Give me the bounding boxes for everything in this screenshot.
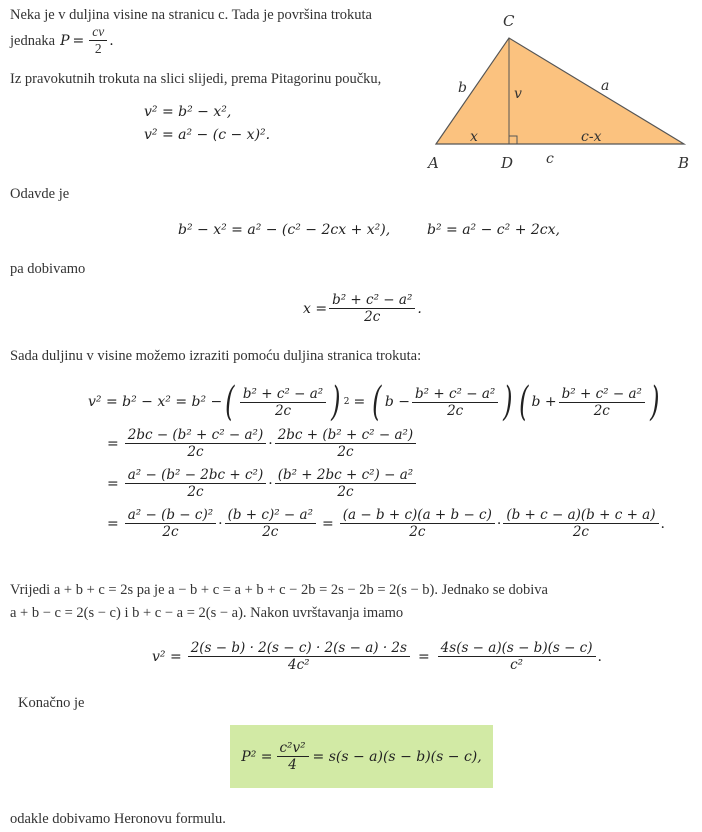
label-v: v <box>514 86 522 102</box>
label-cx: c-x <box>581 129 602 145</box>
label-B: B <box>678 154 690 172</box>
deriv-l2-den2: 2c <box>337 444 354 460</box>
label-C: C <box>503 12 515 30</box>
x-eq-fraction <box>329 292 415 325</box>
derivation-line-4: = $\frac{\text{a² − (b − c)²}}{2c}$ · $\frac{\text{(b + c)² − a²}}{2c}$ = $\frac{(a - b + c)(a + b - c)}{2c}$ · $\frac{(b + c - a)(b + c + a)}{2c}$ . <box>107 507 665 540</box>
deriv-l4-den4: 2c <box>572 524 589 540</box>
deriv-l1-frac1 <box>240 386 326 419</box>
eq3-left: b² − x² = a² − (c² − 2cx + x²), <box>178 222 391 238</box>
derivation-line-1: v² = b² − x² = b² − ( $\frac{\text{b² + c² − a²}}{2c}$ ) 2 = ( b − $\frac{\text{b² + c² − a²}}{2c}$ ) ( b + $\frac{\text{b² + c² − a²}}{2c}$ ) <box>88 379 660 425</box>
intro-fraction-den: 2 <box>94 41 102 56</box>
konacno-text: Konačno je <box>18 695 85 711</box>
deriv-l2-frac2 <box>275 427 417 460</box>
deriv-l4-num1: a² − (b − c)² <box>125 507 216 524</box>
v2-eq-num1: 2(s − b) · 2(s − c) · 2(s − a) · 2s <box>188 640 410 657</box>
paren-open: ( <box>225 379 235 425</box>
intro-line1: Neka je v duljina visine na stranicu c. Tada je površina trokuta <box>10 7 372 23</box>
label-b: b <box>458 80 467 96</box>
deriv-l4-num3: (a − b + c)(a + b − c) <box>340 507 495 524</box>
paren-close-3: ) <box>650 379 660 425</box>
deriv-l4-den3: 2c <box>409 524 426 540</box>
deriv-l1-frac3 <box>559 386 645 419</box>
deriv-l2-frac1 <box>125 427 267 460</box>
eq3-right: b² = a² − c² + 2cx, <box>427 222 560 238</box>
x-equation <box>303 292 422 325</box>
intro-line2: jednaka P = $\frac{cv}{2}$ . <box>10 24 114 56</box>
pyth-eq2: v² = a² − (c − x)². <box>144 127 271 143</box>
deriv-l3-den1: 2c <box>187 484 204 500</box>
deriv-l1-mid: = <box>353 394 366 410</box>
v2-eq-num2: 4s(s − a)(s − b)(s − c) <box>438 640 596 657</box>
vrijedi-line2: a + b − c = 2(s − c) i b + c − a = 2(s − a). Nakon uvrštavanja imamo <box>10 605 404 621</box>
deriv-l3-den2: 2c <box>337 484 354 500</box>
x-eq-den: 2c <box>364 309 381 325</box>
deriv-l1-den: 2c <box>274 402 292 419</box>
deriv-l2-den1: 2c <box>187 444 204 460</box>
pyth-text: Iz pravokutnih trokuta na slici slijedi, prema Pitagorinu poučku, <box>10 71 382 87</box>
deriv-l1-num2: b² + c² − a² <box>412 386 498 403</box>
v2-eq-den2: c² <box>510 657 524 673</box>
deriv-l4-frac2 <box>225 507 316 540</box>
deriv-l4-den1: 2c <box>162 524 179 540</box>
deriv-l2-num1: 2bc − (b² + c² − a²) <box>125 427 267 444</box>
deriv-l3-frac1 <box>125 467 267 500</box>
deriv-l2-num2: 2bc + (b² + c² − a²) <box>275 427 417 444</box>
label-x: x <box>470 129 478 145</box>
ending-text: odakle dobivamo Heronovu formulu. <box>10 811 226 827</box>
v2-eq-frac1 <box>188 640 410 673</box>
x-eq-lhs: x = <box>303 300 328 317</box>
deriv-l3-frac2 <box>275 467 417 500</box>
final-formula-box <box>230 725 493 788</box>
intro-p-symbol: P <box>60 32 70 49</box>
paren-open-3: ( <box>519 379 529 425</box>
v2-eq-frac2 <box>438 640 596 673</box>
pyth-eq1: v² = b² − x², <box>144 104 232 120</box>
deriv-l1-den3: 2c <box>593 402 610 419</box>
paren-open-2: ( <box>372 379 382 425</box>
label-a: a <box>601 78 610 94</box>
final-eq-den: 4 <box>288 757 297 773</box>
deriv-l3-num1: a² − (b² − 2bc + c²) <box>125 467 267 484</box>
intro-eq: = <box>72 32 85 49</box>
derivation-line-3: = $\frac{\text{a² − (b² − 2bc + c²)}}{2c}$ · $\frac{\text{(b² + 2bc + c²) − a²}}{2c}$ <box>107 467 418 500</box>
intro-fraction <box>89 24 107 57</box>
deriv-l4-den2: 2c <box>262 524 279 540</box>
deriv-l1-num3: b² + c² − a² <box>559 386 645 403</box>
deriv-l1-num: b² + c² − a² <box>240 386 326 403</box>
x-eq-num: b² + c² − a² <box>329 292 415 309</box>
triangle-figure <box>420 8 700 173</box>
sada-text: Sada duljinu v visine možemo izraziti pomoću duljina stranica trokuta: <box>10 348 422 364</box>
paren-close-2: ) <box>503 379 513 425</box>
deriv-l1-den2: 2c <box>447 402 464 419</box>
deriv-l1-b2: b + <box>531 394 557 410</box>
deriv-l4-frac3 <box>340 507 495 540</box>
deriv-l4-num4: (b + c − a)(b + c + a) <box>503 507 658 524</box>
intro-line2-prefix: jednaka <box>10 32 56 49</box>
deriv-l4-frac4 <box>503 507 658 540</box>
deriv-l1-frac2 <box>412 386 498 419</box>
odavde-text: Odavde je <box>10 186 70 202</box>
final-eq-fraction <box>277 740 309 773</box>
deriv-l1-b: b − <box>384 394 410 410</box>
pa-dobivamo-text: pa dobivamo <box>10 261 86 277</box>
v2-equation: v² = $\frac{2(s - b) \cdot 2(s - c) \cdot 2(s - a) \cdot 2s}{\text{4c²}}$ = $\frac{4s(s - a)(s - b)(s - c)}{\text{c²}}$ . <box>152 640 602 673</box>
derivation-line-2: = $\frac{\text{2bc − (b² + c² − a²)}}{2c}$ · $\frac{\text{2bc + (b² + c² − a²)}}{2c}$ <box>107 427 418 460</box>
label-D: D <box>501 154 514 172</box>
label-A: A <box>428 154 439 172</box>
v2-eq-lhs: v² = <box>152 648 182 665</box>
x-eq-end: . <box>417 300 422 317</box>
deriv-l3-num2: (b² + 2bc + c²) − a² <box>275 467 417 484</box>
label-c: c <box>546 151 554 167</box>
deriv-l4-num2: (b + c)² − a² <box>225 507 316 524</box>
vrijedi-line1: Vrijedi a + b + c = 2s pa je a − b + c = a + b + c − 2b = 2s − 2b = 2(s − b). Jednako se dobiva <box>10 582 548 598</box>
deriv-l1-lhs: v² = b² − x² = b² − <box>88 394 223 410</box>
intro-fraction-num: cv <box>89 24 107 41</box>
paren-close: ) <box>331 379 341 425</box>
final-eq-num: c²v² <box>277 740 309 757</box>
deriv-l4-frac1 <box>125 507 216 540</box>
final-eq-lhs: P² = <box>241 748 273 765</box>
final-eq-rhs: = s(s − a)(s − b)(s − c), <box>312 748 482 765</box>
v2-eq-den1: 4c² <box>288 657 310 673</box>
